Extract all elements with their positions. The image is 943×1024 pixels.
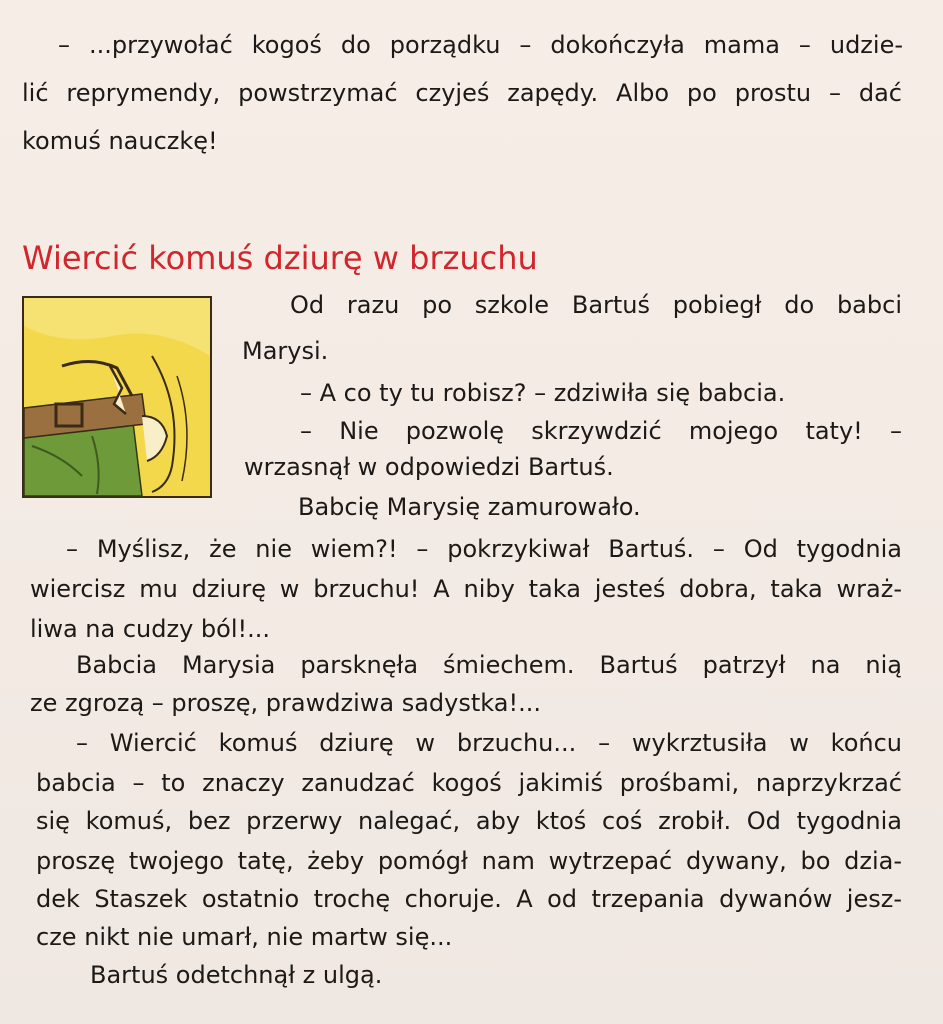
story-line-6: Babcię Marysię zamurowało. xyxy=(298,493,641,521)
belly-drill-illustration-icon xyxy=(22,296,212,498)
story-line-8: wiercisz mu dziurę w brzuchu! A niby taka jesteś dobra, taka wraż- xyxy=(30,575,902,603)
story-line-1: Od razu po szkole Bartuś pobiegł do babci xyxy=(290,291,902,319)
story-line-17: cze nikt nie umarł, nie martw się... xyxy=(36,923,453,951)
intro-line-2: lić reprymendy, powstrzymać czyjeś zapędy. Albo po prostu – dać xyxy=(22,79,902,107)
story-line-16: dek Staszek ostatnio trochę choruje. A od trzepania dywanów jesz- xyxy=(36,885,902,913)
story-line-7: – Myślisz, że nie wiem?! – pokrzykiwał Bartuś. – Od tygodnia xyxy=(66,535,902,563)
story-line-2: Marysi. xyxy=(242,337,329,365)
intro-line-3: komuś nauczkę! xyxy=(22,127,218,155)
story-line-3: – A co ty tu robisz? – zdziwiła się babcia. xyxy=(300,379,786,407)
story-line-10: Babcia Marysia parsknęła śmiechem. Bartuś patrzył na nią xyxy=(76,651,902,679)
story-line-9: liwa na cudzy ból!... xyxy=(30,615,271,643)
story-line-15: proszę twojego tatę, żeby pomógł nam wytrzepać dywany, bo dzia- xyxy=(36,847,902,875)
story-line-5: wrzasnął w odpowiedzi Bartuś. xyxy=(244,453,614,481)
section-title: Wiercić komuś dziurę w brzuchu xyxy=(22,239,538,277)
story-line-13: babcia – to znaczy zanudzać kogoś jakimiś prośbami, naprzykrzać xyxy=(36,769,902,797)
story-line-18: Bartuś odetchnął z ulgą. xyxy=(90,961,383,989)
intro-line-1: – ...przywołać kogoś do porządku – dokończyła mama – udzie- xyxy=(58,31,903,59)
story-line-12: – Wiercić komuś dziurę w brzuchu... – wykrztusiła w końcu xyxy=(76,729,902,757)
story-line-14: się komuś, bez przerwy nalegać, aby ktoś coś zrobił. Od tygodnia xyxy=(36,807,902,835)
story-line-11: ze zgrozą – proszę, prawdziwa sadystka!... xyxy=(30,689,541,717)
story-line-4: – Nie pozwolę skrzywdzić mojego taty! – xyxy=(300,417,902,445)
